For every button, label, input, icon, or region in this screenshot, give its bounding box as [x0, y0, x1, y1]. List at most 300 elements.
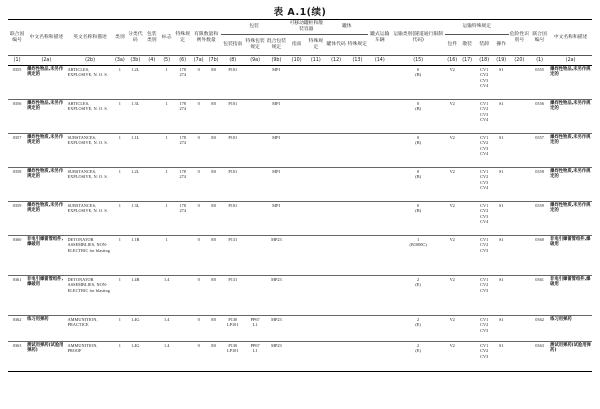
table-row — [8, 202, 592, 236]
header-tank-code: 罐体代码 — [325, 35, 346, 56]
cell-operation-provision: S1 — [498, 277, 504, 282]
cell-hazard-id — [509, 134, 530, 168]
cell-tank-special — [306, 66, 325, 100]
cell-transport-category: 0 (B) — [415, 101, 421, 112]
cell-tank-special2 — [347, 202, 368, 236]
cell-bulk-provision — [460, 316, 475, 342]
table-row — [8, 100, 592, 134]
cell-name-cn: 爆炸性物品,未另作规定的 — [27, 101, 64, 112]
cell-bulk-provision — [460, 236, 475, 276]
header-reference-row — [8, 56, 592, 66]
cell-name-cn: 爆炸性物质,未另作规定的 — [27, 203, 64, 214]
header-operation: 操作 — [494, 35, 509, 56]
cell-tank-code — [325, 342, 346, 372]
cell-packing-instruction: P130 LP101 — [227, 343, 239, 354]
cell-loading-provision: CV1 CV2 CV3 CV4 — [480, 101, 489, 123]
cell-class: 1 — [118, 203, 121, 208]
header-name-cn: 中文名称和描述 — [26, 20, 66, 56]
cell-loading-provision: CV1 CV2 CV3 CV4 — [480, 67, 489, 89]
cell-excepted-qty: E0 — [211, 237, 216, 242]
cell-classification-code: 1.2L — [131, 169, 140, 174]
cell-packing-group — [144, 66, 159, 100]
cell-packing-special — [244, 236, 265, 276]
cell-bulk-provision — [460, 342, 475, 372]
header-portable-tank: 可移动罐柜和散装容器 — [287, 20, 325, 35]
cell-tank-instruction — [287, 236, 306, 276]
cell-vehicle — [368, 316, 391, 342]
cell-name-cn-right: 爆炸性物品,未另作规定的 — [550, 101, 591, 112]
header-vehicle: 罐式运输车辆 — [368, 20, 391, 56]
cell-mixed-packing: MP1 — [272, 203, 281, 208]
cell-operation-provision: S1 — [498, 317, 504, 322]
header-packaging: 包装 — [221, 20, 287, 35]
header-ref-cell: (17) — [462, 57, 473, 63]
cell-name-cn: 爆炸性物质,未另作规定的 — [27, 135, 64, 146]
cell-transport-category: 0 (B) — [415, 67, 421, 78]
cell-tank-instruction — [287, 316, 306, 342]
header-tank-special2: 特殊规定 — [347, 35, 368, 56]
cell-un-number-right: 0355 — [535, 67, 544, 72]
cell-name-en: AMMUNITION, PRACTICE — [67, 317, 98, 328]
cell-name-en: DETONATOR ASSEMBLIES, NON-ELECTRIC for blasting — [67, 277, 110, 293]
cell-class: 1 — [118, 169, 121, 174]
cell-classification-code: 1.3L — [131, 101, 140, 106]
cell-tank-special2 — [347, 168, 368, 202]
cell-packing-special — [244, 66, 265, 100]
cell-name-en: ARTICLES, EXPLOSIVE, N. O. S. — [67, 101, 108, 112]
cell-un-number-right: 0356 — [535, 101, 544, 106]
header-tank-special: 特殊规定 — [306, 35, 325, 56]
header-ref-cell: (6) — [179, 57, 187, 63]
cell-tank-code — [325, 134, 346, 168]
table-row — [8, 276, 592, 316]
cell-packing-special: PP67 L1 — [250, 343, 260, 354]
cell-loading-provision: CV1 CV2 CV3 CV4 — [480, 169, 489, 191]
cell-excepted-qty: E0 — [211, 343, 216, 348]
cell-tank-special — [306, 276, 325, 316]
cell-mixed-packing: MP1 — [272, 135, 281, 140]
cell-mixed-packing: MP23 — [271, 237, 282, 242]
cell-transport-category: 2 (E) — [415, 343, 421, 354]
cell-un-number-right: 0359 — [535, 203, 544, 208]
header-ref-cell: (7a) — [193, 57, 204, 63]
cell-name-cn: 非电引爆雷管组件,爆破用 — [27, 277, 64, 288]
cell-name-cn: 练习用弹药 — [27, 317, 49, 322]
cell-hazard-id — [509, 202, 530, 236]
cell-label: 1.4 — [164, 277, 170, 282]
cell-tank-special — [306, 100, 325, 134]
cell-class: 1 — [118, 237, 121, 242]
cell-packing-instruction: P101 — [228, 67, 238, 72]
cell-hazard-id — [509, 342, 530, 372]
cell-classification-code: 1.2L — [131, 67, 140, 72]
cell-mixed-packing: MP23 — [271, 343, 282, 348]
cell-tank-code — [325, 66, 346, 100]
cell-transport-category: 1 (B1000C) — [409, 237, 427, 248]
cell-packing-special — [244, 276, 265, 316]
cell-packing-instruction: P101 — [228, 203, 238, 208]
cell-mixed-packing: MP1 — [272, 67, 281, 72]
cell-transport-category: 0 (B) — [415, 203, 421, 214]
cell-vehicle — [368, 100, 391, 134]
cell-class: 1 — [118, 343, 121, 348]
header-ref-cell: (3a) — [114, 57, 125, 63]
dangerous-goods-table — [8, 19, 592, 372]
cell-vehicle — [368, 276, 391, 316]
cell-label: 1 — [165, 67, 168, 72]
header-ref-cell: (12) — [331, 57, 342, 63]
cell-vehicle — [368, 168, 391, 202]
cell-packing-instruction: P101 — [228, 169, 238, 174]
cell-limited-qty: 0 — [197, 135, 200, 140]
cell-limited-qty: 0 — [197, 101, 200, 106]
cell-packing-special — [244, 202, 265, 236]
cell-packages-provision: V2 — [449, 169, 455, 174]
cell-label: 1 — [165, 101, 168, 106]
cell-name-cn: 测试用弹药(试验用弹药) — [27, 343, 64, 354]
cell-classification-code: 1.4G — [131, 343, 140, 348]
cell-un-number: 0357 — [12, 135, 22, 140]
table-row — [8, 134, 592, 168]
cell-special-provision — [174, 276, 191, 316]
cell-packing-group — [144, 236, 159, 276]
header-limited-qty: 有限数量和例外数量 — [191, 20, 221, 56]
cell-packing-instruction: P101 — [228, 101, 238, 106]
cell-tank-instruction — [287, 134, 306, 168]
cell-bulk-provision — [460, 66, 475, 100]
cell-packing-special — [244, 134, 265, 168]
cell-packages-provision: V2 — [449, 67, 455, 72]
cell-label: 1.4 — [164, 317, 170, 322]
cell-packing-special — [244, 100, 265, 134]
header-tank-instructions: 指南 — [287, 35, 306, 56]
header-ref-cell: (2b) — [85, 57, 95, 63]
cell-un-number-right: 0357 — [535, 135, 544, 140]
header-packages: 包件 — [445, 35, 460, 56]
cell-name-cn-right: 爆炸性物质,未另作规定的 — [550, 169, 591, 180]
header-pkg-instructions: 包装指南 — [221, 35, 244, 56]
cell-operation-provision: S1 — [498, 135, 504, 140]
cell-packing-group — [144, 168, 159, 202]
cell-name-en: ARTICLES, EXPLOSIVE, N. O. S. — [67, 67, 108, 78]
cell-packages-provision: V2 — [449, 101, 455, 106]
header-ref-cell: (11) — [310, 57, 321, 63]
cell-limited-qty: 0 — [197, 277, 200, 282]
cell-un-number: 0355 — [12, 67, 22, 72]
cell-classification-code: 1.1B — [131, 237, 140, 242]
cell-name-cn: 非电引爆雷管组件,爆破用 — [27, 237, 64, 248]
cell-tank-special2 — [347, 342, 368, 372]
cell-packing-instruction: P131 — [228, 237, 238, 242]
cell-packing-group — [144, 316, 159, 342]
cell-packing-special — [244, 168, 265, 202]
cell-un-number: 0363 — [12, 343, 22, 348]
cell-label: 1 — [165, 203, 168, 208]
cell-tank-code — [325, 316, 346, 342]
cell-operation-provision: S1 — [498, 203, 504, 208]
cell-un-number-right: 0363 — [535, 343, 544, 348]
cell-packing-instruction: P131 — [228, 277, 238, 282]
cell-operation-provision: S1 — [498, 67, 504, 72]
cell-vehicle — [368, 342, 391, 372]
cell-transport-category: 0 (B) — [415, 169, 421, 180]
header-labels: 标志 — [159, 20, 174, 56]
header-ref-cell: (7b) — [208, 57, 219, 63]
header-ref-cell: (18) — [479, 57, 490, 63]
cell-name-cn: 爆炸性物质,未另作规定的 — [27, 169, 64, 180]
header-ref-cell: (2a) — [41, 57, 52, 63]
cell-tank-special2 — [347, 236, 368, 276]
cell-bulk-provision — [460, 276, 475, 316]
cell-un-number: 0356 — [12, 101, 22, 106]
header-ref-cell: (13) — [352, 57, 363, 63]
cell-class: 1 — [118, 277, 121, 282]
header-ref-cell: (3b) — [130, 57, 141, 63]
cell-excepted-qty: E0 — [211, 101, 216, 106]
cell-vehicle — [368, 66, 391, 100]
cell-packing-group — [144, 134, 159, 168]
cell-operation-provision: S1 — [498, 237, 504, 242]
cell-special-provision — [174, 316, 191, 342]
header-ref-cell: (14) — [374, 57, 385, 63]
header-ref-cell: (19) — [496, 57, 507, 63]
cell-un-number: 0362 — [12, 317, 22, 322]
cell-tank-special2 — [347, 134, 368, 168]
cell-packing-special: PP67 L1 — [250, 317, 260, 328]
cell-name-en: AMMUNITION, PROOF — [67, 343, 98, 354]
header-ref-cell: (10) — [291, 57, 302, 63]
cell-transport-category: 2 (E) — [415, 277, 421, 288]
header-ref-cell: (16) — [447, 57, 458, 63]
header-ref-cell: (1) — [536, 57, 543, 63]
header-hazard-id: 危险性识别号 — [509, 20, 530, 56]
cell-tank-instruction — [287, 342, 306, 372]
header-name-cn-right: 中文名称和描述 — [549, 20, 592, 56]
cell-limited-qty: 0 — [197, 343, 200, 348]
cell-excepted-qty: E0 — [211, 169, 216, 174]
cell-tank-special2 — [347, 276, 368, 316]
cell-loading-provision: CV1 CV2 CV3 CV4 — [480, 203, 489, 225]
cell-packing-instruction: P101 — [228, 135, 238, 140]
cell-name-cn-right: 爆炸性物质,未另作规定的 — [550, 135, 591, 146]
header-special-provisions: 特殊规定 — [174, 20, 191, 56]
cell-tank-special — [306, 168, 325, 202]
cell-name-cn-right: 非电引爆雷管组件,爆破用 — [550, 237, 591, 248]
cell-un-number-right: 0362 — [535, 317, 544, 322]
cell-tank-special — [306, 342, 325, 372]
header-ref-cell: (2a) — [565, 57, 576, 63]
header-loading: 装卸 — [475, 35, 494, 56]
cell-packages-provision: V2 — [449, 317, 455, 322]
cell-loading-provision: CV1 CV2 CV3 — [480, 237, 489, 253]
cell-tank-code — [325, 100, 346, 134]
cell-tank-code — [325, 236, 346, 276]
header-mixed-packing: 混合包装规定 — [266, 35, 287, 56]
cell-un-number: 0360 — [12, 237, 22, 242]
cell-operation-provision: S1 — [498, 101, 504, 106]
cell-tank-code — [325, 202, 346, 236]
cell-packing-group — [144, 100, 159, 134]
cell-vehicle — [368, 236, 391, 276]
cell-packages-provision: V2 — [449, 343, 455, 348]
cell-mixed-packing: MP23 — [271, 277, 282, 282]
cell-label: 1 — [165, 169, 168, 174]
table-row — [8, 316, 592, 342]
cell-excepted-qty: E0 — [211, 277, 216, 282]
cell-tank-code — [325, 168, 346, 202]
cell-packages-provision: V2 — [449, 277, 455, 282]
cell-packing-group — [144, 276, 159, 316]
cell-bulk-provision — [460, 202, 475, 236]
cell-tank-special — [306, 202, 325, 236]
cell-packages-provision: V2 — [449, 237, 455, 242]
cell-classification-code: 1.3L — [131, 203, 140, 208]
cell-class: 1 — [118, 101, 121, 106]
cell-packages-provision: V2 — [449, 135, 455, 140]
header-ref-cell: (9a) — [250, 57, 260, 63]
cell-limited-qty: 0 — [197, 203, 200, 208]
cell-name-en: DETONATOR ASSEMBLIES, NON-ELECTRIC for blasting — [67, 237, 110, 253]
cell-packages-provision: V2 — [449, 203, 455, 208]
cell-excepted-qty: E0 — [211, 317, 216, 322]
cell-operation-provision: S1 — [498, 169, 504, 174]
table-title: 表 A.1(续) — [273, 7, 327, 18]
cell-hazard-id — [509, 316, 530, 342]
cell-tank-instruction — [287, 100, 306, 134]
cell-name-cn-right: 爆炸性物质,未另作规定的 — [550, 203, 591, 214]
cell-class: 1 — [118, 135, 121, 140]
cell-tank-special — [306, 316, 325, 342]
cell-special-provision — [174, 342, 191, 372]
cell-name-en: SUBSTANCES, EXPLOSIVE, N. O. S. — [67, 203, 108, 214]
cell-tank-special — [306, 236, 325, 276]
header-un-no-right: 联合国编号 — [530, 20, 549, 56]
header-tank: 罐体 — [325, 20, 368, 35]
cell-special-provision: 178 274 — [179, 101, 186, 112]
cell-loading-provision: CV1 CV2 CV3 — [480, 317, 489, 333]
cell-limited-qty: 0 — [197, 237, 200, 242]
cell-label: 1 — [165, 237, 168, 242]
header-ref-cell: (20) — [514, 57, 525, 63]
cell-classification-code: 1.1L — [131, 135, 140, 140]
cell-un-number-right: 0358 — [535, 169, 544, 174]
header-ref-cell: (8) — [229, 57, 237, 63]
cell-special-provision: 178 274 — [179, 169, 186, 180]
cell-bulk-provision — [460, 134, 475, 168]
cell-class: 1 — [118, 67, 121, 72]
cell-tank-instruction — [287, 168, 306, 202]
header-bulk: 散装 — [460, 35, 475, 56]
cell-name-en: SUBSTANCES, EXPLOSIVE, N. O. S. — [67, 135, 108, 146]
header-transport-category: 运输类别(隧道通行限制代码) — [392, 20, 445, 56]
cell-name-cn: 爆炸性物品,未另作规定的 — [27, 67, 64, 78]
cell-tank-code — [325, 276, 346, 316]
cell-tank-special — [306, 134, 325, 168]
table-row — [8, 236, 592, 276]
cell-name-cn-right: 测试用弹药(试验用弹药) — [550, 343, 591, 354]
cell-un-number: 0361 — [12, 277, 22, 282]
header-classification-code: 分类代码 — [126, 20, 144, 56]
cell-class: 1 — [118, 317, 121, 322]
cell-special-provision — [174, 236, 191, 276]
cell-label: 1.4 — [164, 343, 170, 348]
cell-loading-provision: CV1 CV2 CV3 — [480, 343, 489, 359]
table-row — [8, 168, 592, 202]
table-row — [8, 342, 592, 372]
cell-tank-instruction — [287, 276, 306, 316]
cell-mixed-packing: MP1 — [272, 101, 281, 106]
cell-name-cn-right: 练习用弹药 — [550, 317, 572, 322]
cell-packing-instruction: P130 LP101 — [227, 317, 239, 328]
cell-limited-qty: 0 — [197, 317, 200, 322]
header-ref-cell: (15) — [413, 57, 424, 63]
cell-hazard-id — [509, 236, 530, 276]
cell-un-number-right: 0360 — [535, 237, 544, 242]
cell-mixed-packing: MP1 — [272, 169, 281, 174]
cell-name-cn-right: 爆炸性物品,未另作规定的 — [550, 67, 591, 78]
cell-un-number: 0358 — [12, 169, 22, 174]
cell-vehicle — [368, 134, 391, 168]
cell-vehicle — [368, 202, 391, 236]
header-name-en: 英文名称和描述 — [67, 20, 114, 56]
cell-excepted-qty: E0 — [211, 135, 216, 140]
cell-packing-group — [144, 342, 159, 372]
cell-bulk-provision — [460, 168, 475, 202]
cell-special-provision: 178 274 — [179, 67, 186, 78]
cell-excepted-qty: E0 — [211, 67, 216, 72]
cell-special-provision: 178 274 — [179, 203, 186, 214]
cell-bulk-provision — [460, 100, 475, 134]
cell-un-number-right: 0361 — [535, 277, 544, 282]
cell-operation-provision: S1 — [498, 343, 504, 348]
header-ref-cell: (5) — [163, 57, 171, 63]
cell-transport-category: 2 (E) — [415, 317, 421, 328]
cell-hazard-id — [509, 168, 530, 202]
cell-transport-category: 0 (B) — [415, 135, 421, 146]
cell-excepted-qty: E0 — [211, 203, 216, 208]
cell-limited-qty: 0 — [197, 67, 200, 72]
header-class: 类别 — [113, 20, 126, 56]
cell-label: 1 — [165, 135, 168, 140]
cell-mixed-packing: MP23 — [271, 317, 282, 322]
cell-hazard-id — [509, 276, 530, 316]
cell-hazard-id — [509, 66, 530, 100]
header-packing-group: 包装类别 — [144, 20, 159, 56]
cell-tank-special2 — [347, 66, 368, 100]
header-un-no: 联合国编号 — [8, 20, 26, 56]
cell-hazard-id — [509, 100, 530, 134]
cell-tank-instruction — [287, 66, 306, 100]
header-transport-special: 运输特殊规定 — [445, 20, 509, 35]
cell-classification-code: 1.4G — [131, 317, 140, 322]
cell-tank-special2 — [347, 316, 368, 342]
header-ref-cell: (4) — [148, 57, 156, 63]
cell-tank-special2 — [347, 100, 368, 134]
cell-loading-provision: CV1 CV2 CV3 — [480, 277, 489, 293]
cell-special-provision: 178 274 — [179, 135, 186, 146]
cell-limited-qty: 0 — [197, 169, 200, 174]
cell-loading-provision: CV1 CV2 CV3 CV4 — [480, 135, 489, 157]
table-row — [8, 66, 592, 100]
cell-un-number: 0359 — [12, 203, 22, 208]
cell-name-cn-right: 非电引爆雷管组件,爆破用 — [550, 277, 591, 288]
header-ref-cell: (1) — [13, 57, 21, 63]
cell-tank-instruction — [287, 202, 306, 236]
header-ref-cell: (9b) — [271, 57, 282, 63]
cell-name-en: SUBSTANCES, EXPLOSIVE, N. O. S. — [67, 169, 108, 180]
cell-packing-group — [144, 202, 159, 236]
cell-classification-code: 1.4B — [131, 277, 140, 282]
